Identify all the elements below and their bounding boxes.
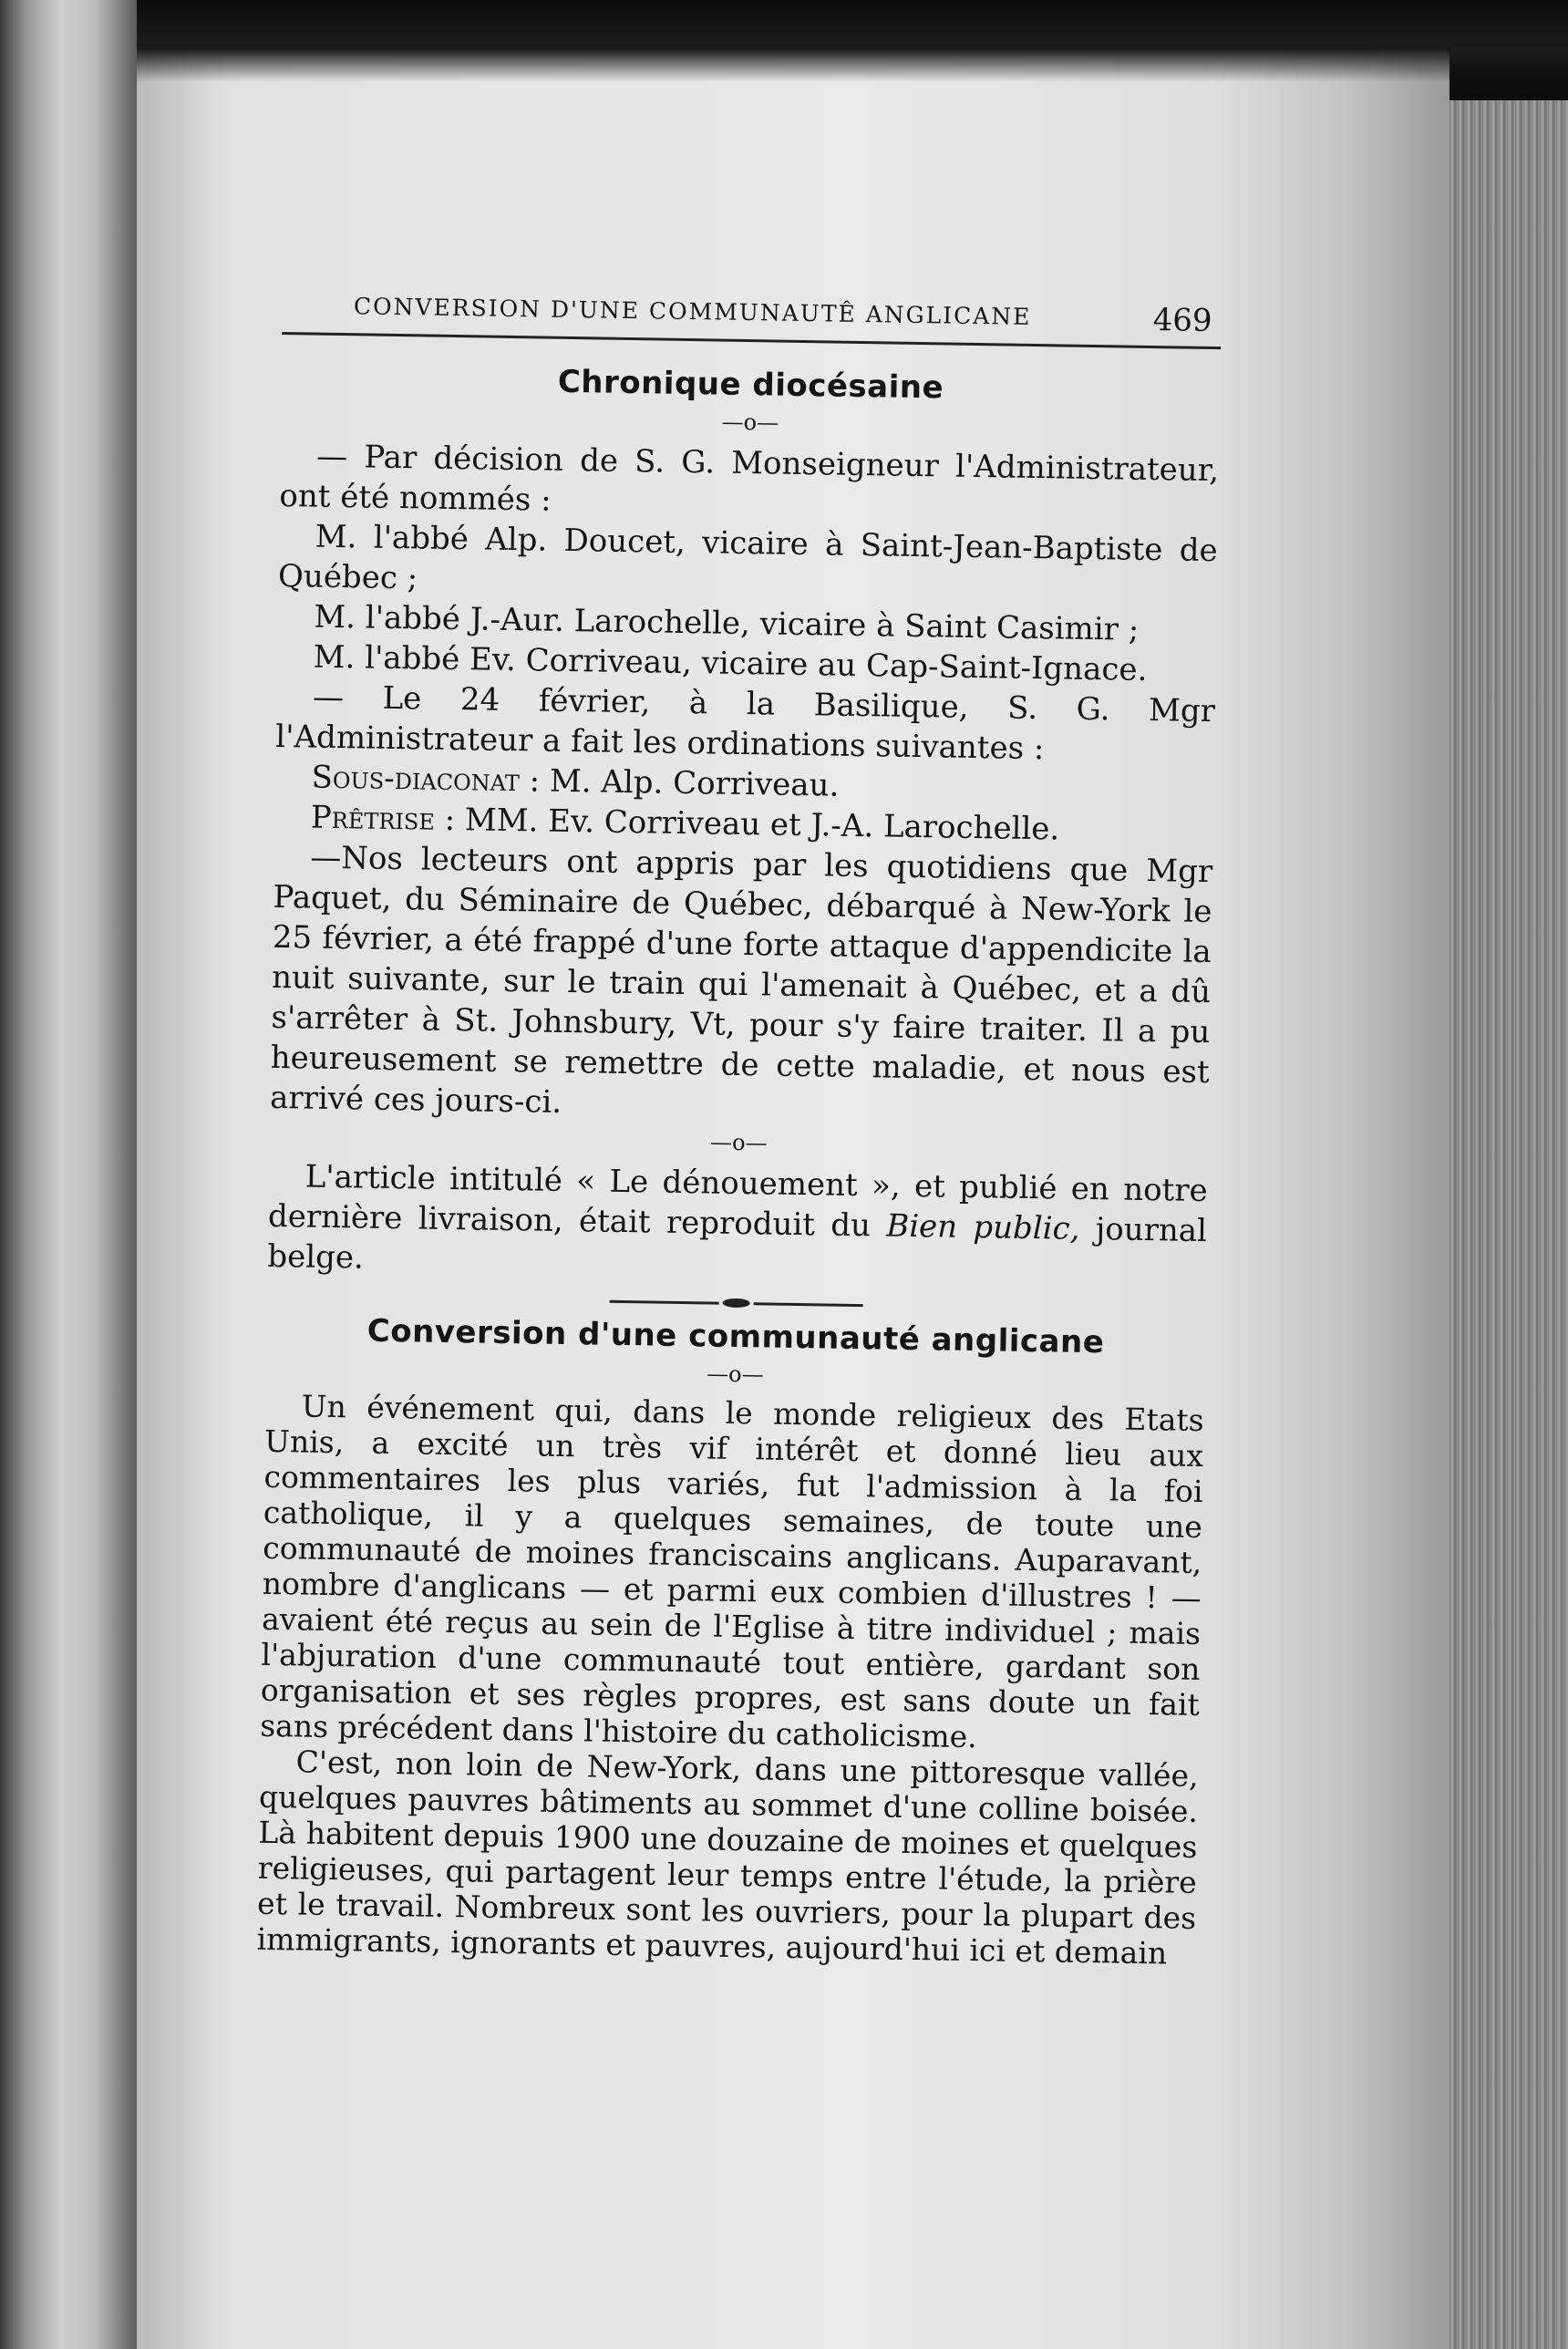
conversion-p1: Un événement qui, dans le monde religieux des Etats Unis, a excité un très vif intérêt et donné lieu aux commentaires les plus variés, fut l'admission à la foi catholique, il y a quelques semaines, de toute une communauté de moines franciscains anglicans. Auparavant, nombre d'anglicans — et parmi eux combien d'illustres ! — avaient été reçus au sein de l'Eglise à titre individuel ; mais l'abjuration d'une communauté tout entière, gardant son organisation et ses règles propres, est sans doute un fait sans précédent dans l'histoire du catholicisme. bbox=[259, 1388, 1204, 1755]
chronique-p1: — Par décision de S. G. Monseigneur l'Administrateur, ont été nommés : bbox=[279, 438, 1220, 519]
fleuron-divider bbox=[267, 1291, 1206, 1315]
page-edges bbox=[1449, 100, 1568, 2349]
conversion-separator: —o— bbox=[706, 1361, 764, 1388]
chronique-separator: —o— bbox=[721, 409, 779, 436]
chronique-p5: — Le 24 février, à la Basilique, S. G. Mgr l'Administrateur a fait les ordinations suivantes : bbox=[275, 678, 1216, 768]
running-title: CONVERSION D'UNE COMMUNAUTÊ ANGLICANE bbox=[353, 293, 1032, 330]
conversion-p2: C'est, non loin de New-York, dans une pittoresque vallée, quelques pauvres bâtiments au sommet d'une colline boisée. Là habitent depuis 1900 une douzaine de moines et quelques religieuses, qui partagent leur temps entre l'étude, la prière et le travail. Nombreux sont les ouvriers, pour la plupart des immigrants, ignorants et pauvres, aujourd'hui ici et demain bbox=[256, 1744, 1199, 1971]
article-note-start: L'article intitulé « Le dénouement », et publié en notre dernière livraison, était reproduit du bbox=[267, 1158, 1208, 1245]
fleuron-ornament bbox=[723, 1299, 750, 1308]
conversion-title: Conversion d'une communauté anglicane bbox=[366, 1312, 1105, 1361]
left-page-edge bbox=[0, 0, 137, 2349]
chronique-p9 bbox=[267, 1156, 1208, 1291]
article-note-end: journal belge. bbox=[267, 1210, 1208, 1277]
fleuron-bar-right bbox=[754, 1302, 863, 1307]
header-rule bbox=[282, 332, 1221, 349]
chronique-separator-2: —o— bbox=[709, 1129, 768, 1156]
chronique-p4: M. l'abbé Ev. Corriveau, vicaire au Cap-Saint-Ignace. bbox=[313, 638, 1148, 688]
chronique-p3: M. l'abbé J.-Aur. Larochelle, vicaire à Saint Casimir ; bbox=[314, 598, 1140, 648]
page-content bbox=[256, 292, 1222, 1971]
priesthood-text: MM. Ev. Corriveau et J.-A. Larochelle. bbox=[454, 802, 1060, 848]
journal-name: Bien public, bbox=[885, 1207, 1080, 1247]
subdeacon-text: M. Alp. Corriveau. bbox=[539, 762, 840, 804]
priesthood-label: Prêtrise : bbox=[310, 799, 456, 839]
conversion-body bbox=[256, 1388, 1204, 1971]
page-number: 469 bbox=[1152, 302, 1212, 340]
chronique-p2: M. l'abbé Alp. Doucet, vicaire à Saint-Jean-Baptiste de Québec ; bbox=[277, 518, 1218, 597]
running-head bbox=[282, 292, 1222, 370]
chronique-title: Chronique diocésaine bbox=[557, 363, 944, 407]
fleuron-bar-left bbox=[610, 1299, 719, 1304]
chronique-p8: —Nos lecteurs ont appris par les quotidiens que Mgr Paquet, du Séminaire de Québec, débarqué à New-York le 25 février, a été frappé d'une forte attaque d'appendicite la nuit suivante, sur le train qui l'amenait à Québec, et a dû s'arrêter à St. Johnsbury, Vt, pour s'y faire traiter. Il a pu heureusement se remettre de cette maladie, et nous est arrivé ces jours-ci. bbox=[269, 839, 1213, 1121]
scan-shadow bbox=[137, 0, 1568, 82]
subdeacon-label: Sous-diaconat : bbox=[311, 759, 541, 800]
